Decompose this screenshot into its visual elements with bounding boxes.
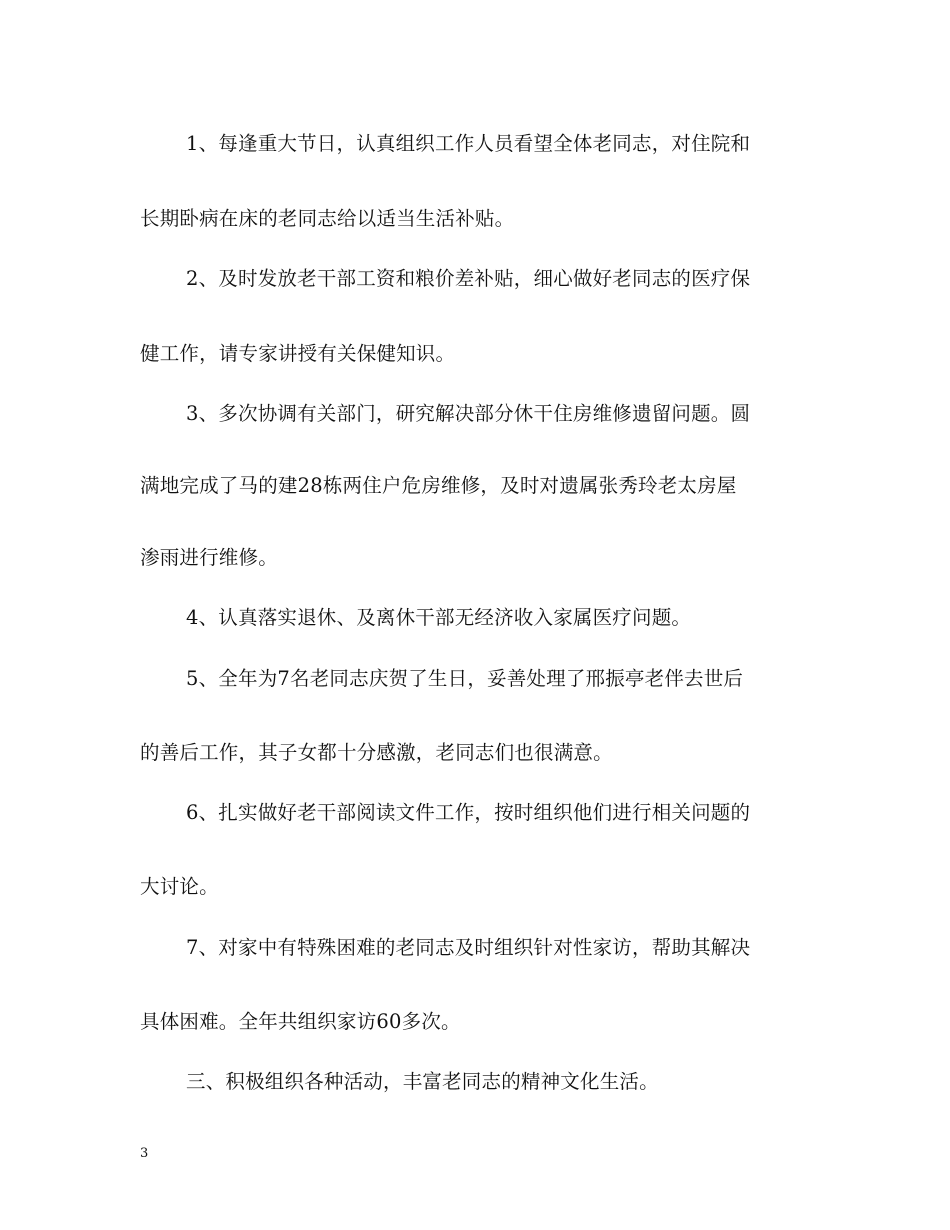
paragraph-6-line-1: 6、扎实做好老干部阅读文件工作，按时组织他们进行相关问题的 xyxy=(186,801,751,824)
paragraph-5-line-1: 5、全年为7名老同志庆贺了生日，妥善处理了邢振亭老伴去世后 xyxy=(186,667,744,690)
paragraph-3-line-2: 满地完成了马的建28栋两住户危房维修，及时对遗属张秀玲老太房屋 xyxy=(140,474,737,497)
paragraph-5-line-2: 的善后工作，其子女都十分感激，老同志们也很满意。 xyxy=(140,741,613,764)
paragraph-6-line-2: 大讨论。 xyxy=(140,875,219,898)
paragraph-1-line-1: 1、每逢重大节日，认真组织工作人员看望全体老同志，对住院和 xyxy=(186,132,751,155)
paragraph-2-line-1: 2、及时发放老干部工资和粮价差补贴，细心做好老同志的医疗保 xyxy=(186,267,751,290)
paragraph-3-line-3: 渗雨进行维修。 xyxy=(140,546,278,569)
paragraph-1-line-2: 长期卧病在床的老同志给以适当生活补贴。 xyxy=(140,207,515,230)
section-heading: 三、积极组织各种活动，丰富老同志的精神文化生活。 xyxy=(186,1070,659,1093)
paragraph-4-line-1: 4、认真落实退休、及离休干部无经济收入家属医疗问题。 xyxy=(186,606,692,629)
page-number: 3 xyxy=(140,1146,149,1161)
paragraph-7-line-1: 7、对家中有特殊困难的老同志及时组织针对性家访，帮助其解决 xyxy=(186,936,751,959)
paragraph-7-line-2: 具体困难。全年共组织家访60多次。 xyxy=(140,1010,461,1033)
paragraph-3-line-1: 3、多次协调有关部门，研究解决部分休干住房维修遗留问题。圆 xyxy=(186,402,751,425)
paragraph-2-line-2: 健工作，请专家讲授有关保健知识。 xyxy=(140,342,456,365)
